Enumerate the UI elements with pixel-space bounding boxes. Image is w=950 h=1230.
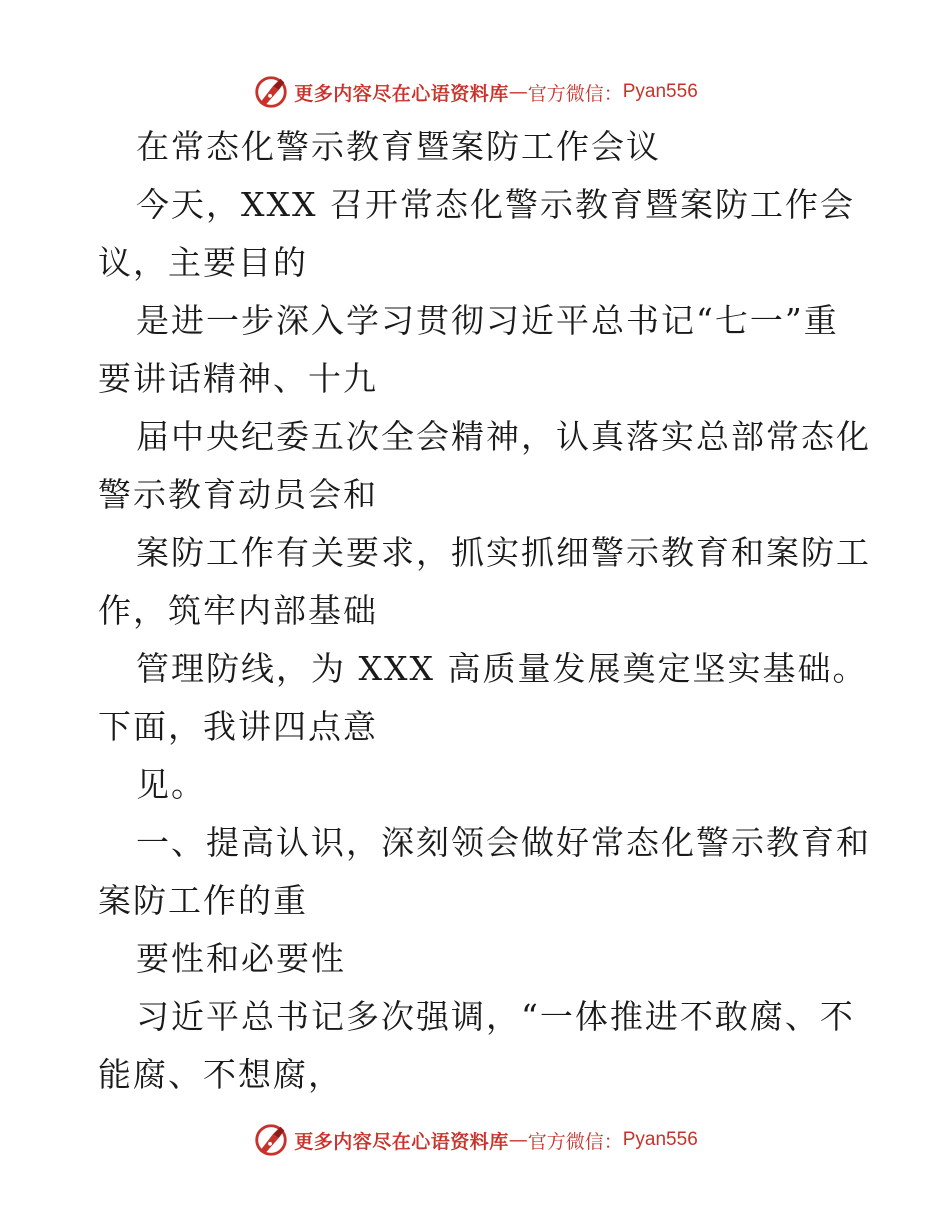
banner-wechat-label: 官方微信： <box>527 1130 623 1153</box>
pen-nib-logo-icon <box>252 73 290 111</box>
text-line: 届中央纪委五次全会精神，认真落实总部常态化 <box>136 417 871 456</box>
text-line: 在常态化警示教育暨案防工作会议 <box>136 127 661 166</box>
pen-nib-logo-icon <box>252 1121 290 1159</box>
text-line: 警示教育动员会和 <box>98 475 378 514</box>
banner-text: 更多内容尽在心语资料库 <box>294 1130 509 1153</box>
banner-text: 更多内容尽在心语资料库 <box>294 82 509 105</box>
banner-wechat-id: Pyan556 <box>622 81 698 102</box>
text-line: 一、提高认识，深刻领会做好常态化警示教育和 <box>136 823 871 862</box>
document-body <box>98 118 871 1104</box>
text-line: 是进一步深入学习贯彻习近平总书记“七一”重 <box>136 301 839 340</box>
text-line: 议，主要目的 <box>98 243 308 282</box>
text-line: 要性和必要性 <box>136 939 346 978</box>
text-line: 管理防线，为 XXX 高质量发展奠定坚实基础。 <box>136 649 868 688</box>
text-line: 习近平总书记多次强调，“一体推进不敢腐、不 <box>136 997 855 1036</box>
text-line: 案防工作有关要求，抓实抓细警示教育和案防工 <box>136 533 871 572</box>
text-line: 能腐、不想腐， <box>98 1055 343 1094</box>
banner-wechat-label: 官方微信： <box>527 82 623 105</box>
text-line: 下面，我讲四点意 <box>98 707 378 746</box>
text-line: 今天，XXX 召开常态化警示教育暨案防工作会 <box>136 185 855 224</box>
banner-wechat-id: Pyan556 <box>622 1129 698 1150</box>
header-banner <box>0 70 950 114</box>
banner-dash: — <box>508 81 528 103</box>
text-line: 作，筑牢内部基础 <box>98 591 378 630</box>
footer-banner <box>0 1118 950 1162</box>
text-line: 见。 <box>136 765 206 804</box>
banner-dash: — <box>508 1129 528 1151</box>
text-line: 案防工作的重 <box>98 881 308 920</box>
text-line: 要讲话精神、十九 <box>98 359 378 398</box>
